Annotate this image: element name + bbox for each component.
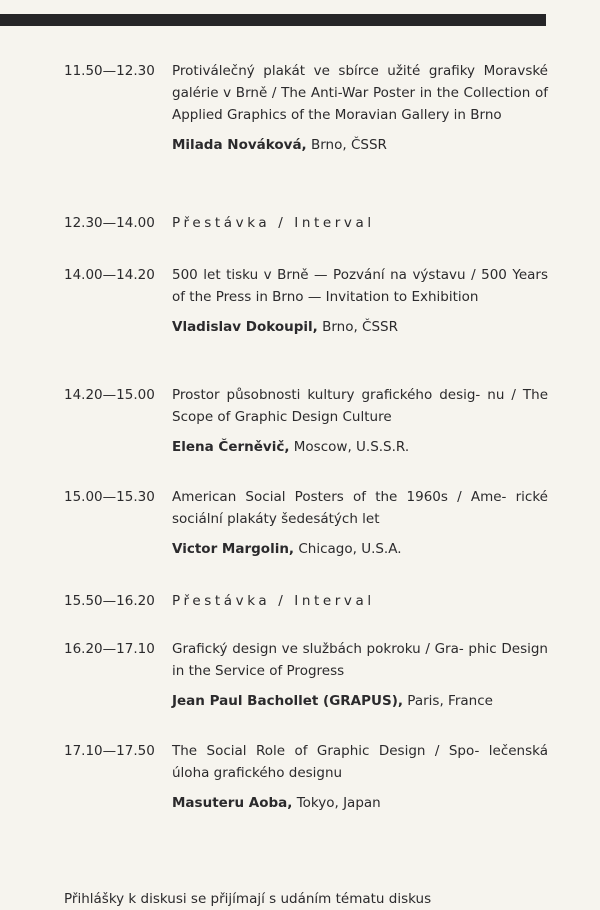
speaker-place: Tokyo, Japan xyxy=(292,795,381,811)
entry-title: Přestávka / Interval xyxy=(172,215,375,231)
entry-title: Přestávka / Interval xyxy=(172,593,375,609)
entry-speaker xyxy=(172,134,548,156)
entry-title: The Social Role of Graphic Design / Spo- lečenská úloha grafického designu xyxy=(172,743,548,781)
entry-time: 14.00—14.20 xyxy=(64,267,155,283)
entry-title: Prostor působnosti kultury grafického desig- nu / The Scope of Graphic Design Culture xyxy=(172,387,548,425)
speaker-place: Paris, France xyxy=(403,693,493,709)
speaker-place: Moscow, U.S.S.R. xyxy=(289,439,410,455)
speaker-name: Jean Paul Bachollet (GRAPUS), xyxy=(172,693,404,709)
entry-speaker xyxy=(172,436,548,458)
entry-title: Protiválečný plakát ve sbírce užité grafiky Moravské galérie v Brně / The Anti-War Poster in the Collection of Applied Graphics of the Moravian Gallery in Brno xyxy=(172,63,548,123)
speaker-name: Elena Černěvič, xyxy=(172,439,290,455)
entry-time: 15.00—15.30 xyxy=(64,489,155,505)
entry-time: 14.20—15.00 xyxy=(64,387,155,403)
entry-title: American Social Posters of the 1960s / Ame- rické sociální plakáty šedesátých let xyxy=(172,489,548,527)
speaker-place: Chicago, U.S.A. xyxy=(294,541,402,557)
entry-time: 15.50—16.20 xyxy=(64,593,155,609)
entry-speaker xyxy=(172,538,548,560)
speaker-place: Brno, ČSSR xyxy=(306,137,387,153)
speaker-place: Brno, ČSSR xyxy=(317,319,398,335)
speaker-name: Vladislav Dokoupil, xyxy=(172,319,318,335)
entry-time: 16.20—17.10 xyxy=(64,641,155,657)
footer-text: Přihlášky k diskusi se přijímají s udáním tématu diskus xyxy=(64,891,432,907)
entry-time: 12.30—14.00 xyxy=(64,215,155,231)
entry-speaker xyxy=(172,316,548,338)
entry-speaker xyxy=(172,792,548,814)
entry-speaker xyxy=(172,690,548,712)
entry-title: 500 let tisku v Brně — Pozvání na výstavu / 500 Years of the Press in Brno — Invitation to Exhibition xyxy=(172,267,548,305)
speaker-name: Masuteru Aoba, xyxy=(172,795,293,811)
speaker-name: Milada Nováková, xyxy=(172,137,307,153)
speaker-name: Victor Margolin, xyxy=(172,541,295,557)
entry-title: Grafický design ve službách pokroku / Gra- phic Design in the Service of Progress xyxy=(172,641,548,679)
entry-time: 17.10—17.50 xyxy=(64,743,155,759)
entry-time: 11.50—12.30 xyxy=(64,63,155,79)
